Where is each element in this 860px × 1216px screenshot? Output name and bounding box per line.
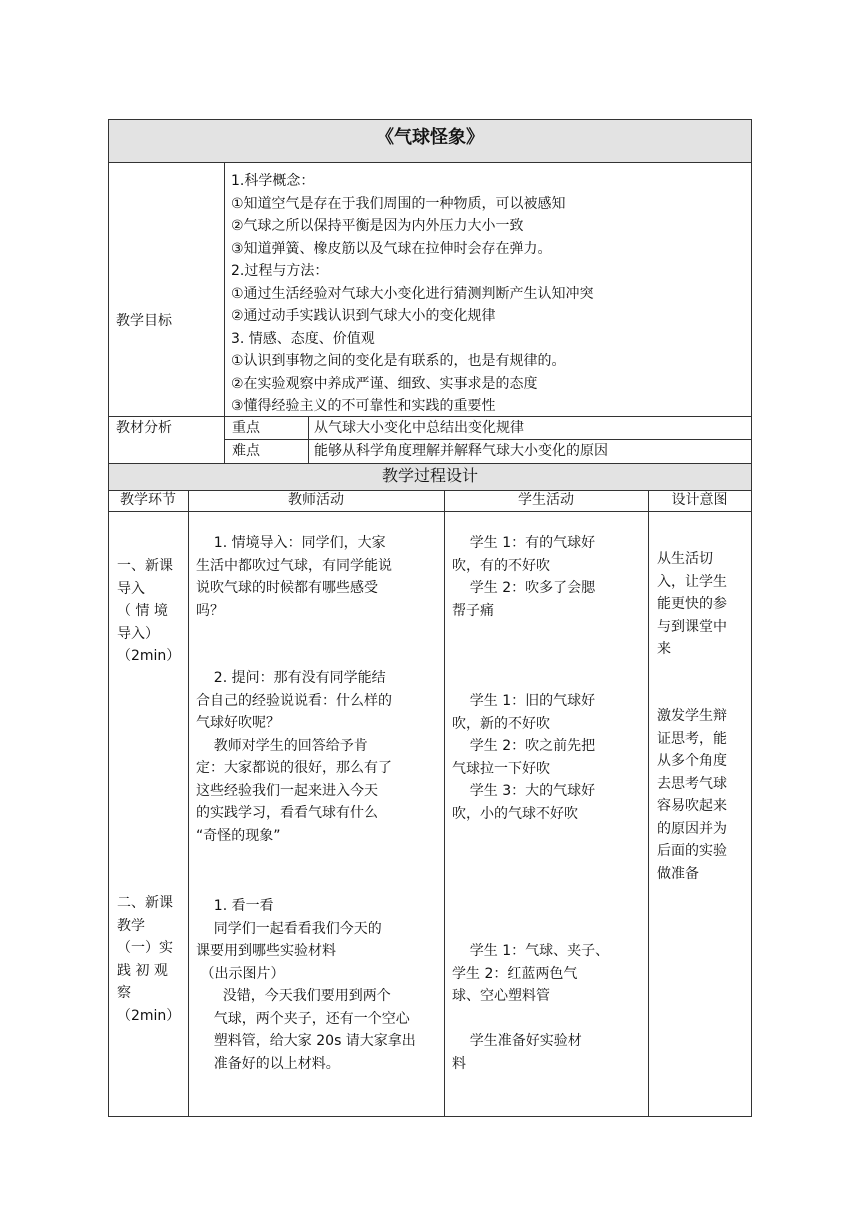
intent-line: 去思考气球 <box>657 775 727 792</box>
teacher-line: 气球好吹呢？ <box>196 715 280 731</box>
intent-line: 证思考，能 <box>657 730 727 747</box>
teacher-line: 1. 情境导入：同学们，大家 <box>196 535 386 551</box>
stage-line: 教学 <box>117 917 145 934</box>
teacher-line: （出示图片） <box>196 965 285 982</box>
stage-line: （一）实 <box>117 940 173 956</box>
teacher-line: 气球，两个夹子，还有一个空心 <box>196 1010 410 1027</box>
intent-line: 的原因并为 <box>657 820 727 837</box>
objective-line: 2.过程与方法： <box>231 263 329 279</box>
teacher-line: 定：大家都说的很好，那么有了 <box>196 760 392 776</box>
student-line: 学生准备好实验材 <box>452 1033 582 1049</box>
teacher-line: 准备好的以上材料。 <box>196 1055 340 1072</box>
student-line: 学生 2：吹多了会腮 <box>452 580 596 596</box>
objective-line: ②通过动手实践认识到气球大小的变化规律 <box>231 308 496 324</box>
intent-line: 来 <box>657 641 671 657</box>
objective-line: ②在实验观察中养成严谨、细致、实事求是的态度 <box>231 375 538 392</box>
objective-line: ①认识到事物之间的变化是有联系的，也是有规律的。 <box>231 353 566 369</box>
stage-line: （2min） <box>117 648 181 664</box>
analysis-label: 教材分析 <box>116 420 172 436</box>
student-line: 学生 2：红蓝两色气 <box>452 965 578 982</box>
objectives-label: 教学目标 <box>116 313 172 329</box>
column-header: 教师活动 <box>288 492 344 508</box>
teacher-line: 合自己的经验说说看：什么样的 <box>196 692 392 709</box>
key-point-label: 重点 <box>232 420 260 436</box>
student-line: 学生 1：气球、夹子、 <box>452 943 610 959</box>
stage-line: 导入） <box>117 625 159 642</box>
teacher-line: 教师对学生的回答给予肯 <box>196 737 368 754</box>
intent-line: 与到课堂中 <box>657 618 727 635</box>
process-title: 教学过程设计 <box>381 466 478 485</box>
objective-line: ①知道空气是存在于我们周围的一种物质，可以被感知 <box>231 195 566 212</box>
teacher-line: 吗？ <box>196 602 224 619</box>
page-title: 《气球怪象》 <box>376 127 484 148</box>
student-line: 气球拉一下好吹 <box>452 760 550 777</box>
intent-line: 做准备 <box>657 865 699 882</box>
objective-line: ①通过生活经验对气球大小变化进行猜测判断产生认知冲突 <box>231 285 594 302</box>
intent-line: 从多个角度 <box>657 753 727 769</box>
teacher-line: 说吹气球的时候都有哪些感受 <box>196 580 378 596</box>
objective-line: 3. 情感、态度、价值观 <box>231 330 375 347</box>
student-line: 学生 1：旧的气球好 <box>452 693 596 709</box>
teacher-line: 没错，今天我们要用到两个 <box>196 988 391 1004</box>
student-line: 吹，新的不好吹 <box>452 715 550 732</box>
objective-line: ③懂得经验主义的不可靠性和实践的重要性 <box>231 398 496 414</box>
intent-line: 能更快的参 <box>657 596 727 612</box>
teacher-line: 课要用到哪些实验材料 <box>196 943 336 959</box>
teacher-line: 的实践学习，看看气球有什么 <box>196 805 378 821</box>
student-line: 学生 1：有的气球好 <box>452 535 596 551</box>
stage-line: 一、新课 <box>117 558 173 574</box>
teacher-line: 生活中都吹过气球，有同学能说 <box>196 557 392 574</box>
stage-line: 察 <box>117 985 131 1001</box>
student-line: 球、空心塑料管 <box>452 988 550 1004</box>
student-line: 吹，有的不好吹 <box>452 557 550 574</box>
objective-line: 1.科学概念： <box>231 173 315 189</box>
column-header: 设计意图 <box>671 492 728 508</box>
teacher-line: 同学们一起看看我们今天的 <box>196 920 382 937</box>
teacher-line: 这些经验我们一起来进入今天 <box>196 782 378 799</box>
intent-line: 容易吹起来 <box>657 798 727 814</box>
column-header: 学生活动 <box>518 492 574 508</box>
intent-line: 后面的实验 <box>657 843 727 859</box>
intent-line: 入，让学生 <box>657 573 727 590</box>
student-line: 学生 3：大的气球好 <box>452 783 596 799</box>
stage-line: 二、新课 <box>117 895 173 911</box>
student-line: 料 <box>452 1055 466 1072</box>
column-header: 教学环节 <box>120 492 176 508</box>
difficulty-label: 难点 <box>232 443 260 459</box>
student-line: 学生 2：吹之前先把 <box>452 738 596 754</box>
student-line: 帮子痛 <box>452 602 494 619</box>
key-point-text: 从气球大小变化中总结出变化规律 <box>314 420 524 436</box>
intent-line: 从生活切 <box>657 551 713 567</box>
intent-line: 激发学生辩 <box>657 708 727 724</box>
difficulty-text: 能够从科学角度理解并解释气球大小变化的原因 <box>314 443 608 459</box>
stage-line: 导入 <box>117 580 145 597</box>
teacher-line: 1. 看一看 <box>196 898 274 914</box>
student-line: 吹，小的气球不好吹 <box>452 805 578 822</box>
teacher-line: 2. 提问：那有没有同学能结 <box>196 670 386 686</box>
stage-line: 践 初 观 <box>117 962 168 979</box>
objective-line: ③知道弹簧、橡皮筋以及气球在拉伸时会存在弹力。 <box>231 240 552 257</box>
teacher-line: “奇怪的现象” <box>196 827 281 844</box>
stage-line: （2min） <box>117 1007 181 1024</box>
teacher-line: 塑料管，给大家 20s 请大家拿出 <box>196 1033 416 1049</box>
objective-line: ②气球之所以保持平衡是因为内外压力大小一致 <box>231 218 524 234</box>
stage-line: （ 情 境 <box>117 603 168 619</box>
